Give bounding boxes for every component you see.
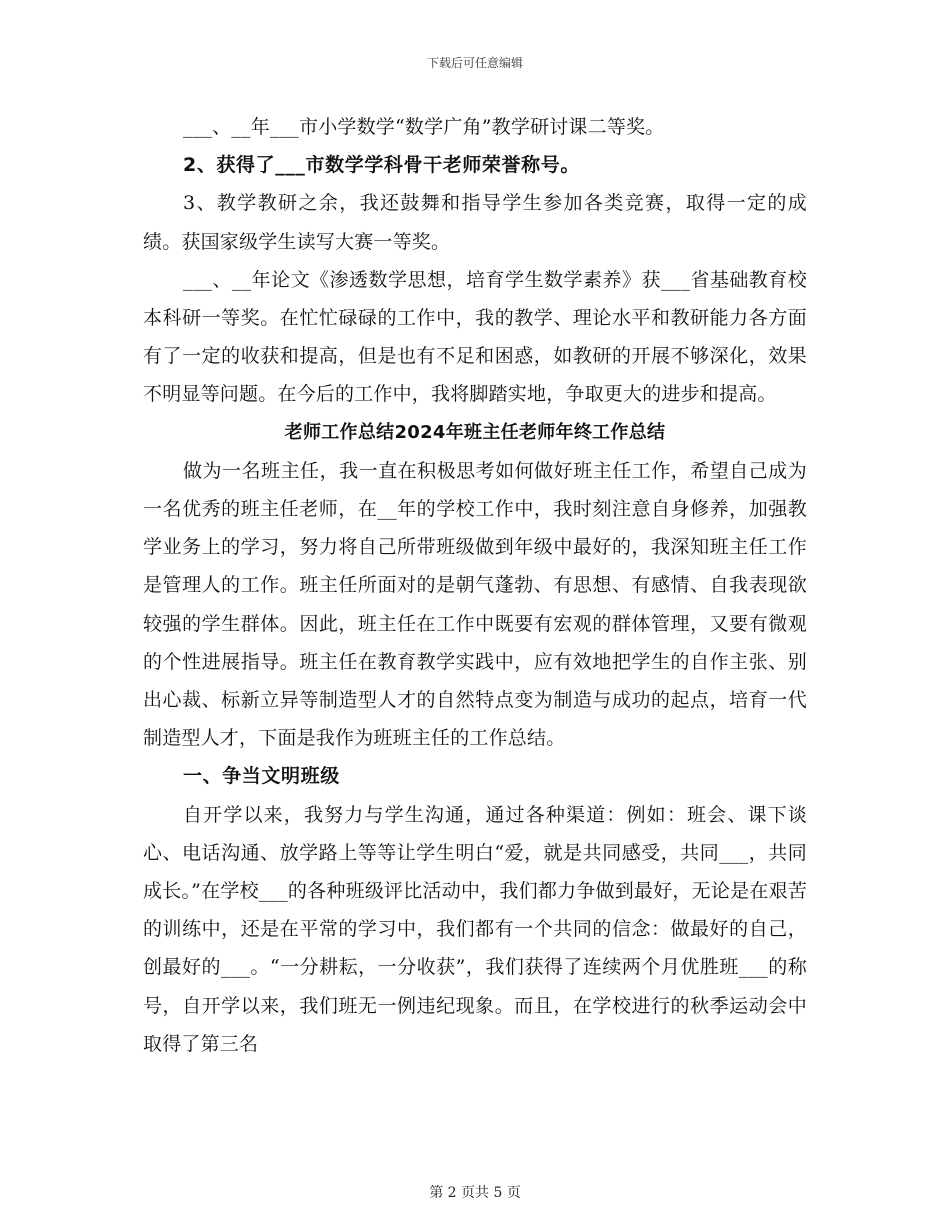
page-header: 下载后可任意编辑 (426, 56, 523, 70)
section-title: 老师工作总结2024年班主任老师年终工作总结 (284, 421, 666, 443)
intro-paragraph: 做为一名班主任，我一直在积极思考如何做好班主任工作，希望自己成为一名优秀的班主任老师，在__年的学校工作中，我时刻注意自身修养，加强教学业务上的学习，努力将自己所带班级做到年级中最好的，我深知班主任工作是管理人的工作。班主任所面对的是朝气蓬勃、有思想、有感情、自我表现欲较强的学生群体。因此，班主任在工作中既要有宏观的群体管理，又要有微观的个性进展指导。班主任在教育教学实践中，应有效地把学生的自作主张、别出心裁、标新立异等制造型人才的自然特点变为制造与成功的起点，培育一代制造型人才，下面是我作为班班主任的工作总结。 (143, 459, 807, 750)
award-paragraph-1: ___、__年___市小学数学“数学广角”教学研讨课二等奖。 (183, 116, 665, 138)
body-paragraph-1: 自开学以来，我努力与学生沟通，通过各种渠道：例如：班会、课下谈心、电话沟通、放学路上等等让学生明白“爱，就是共同感受，共同___，共同成长。”在学校___的各种班级评比活动中，我们都力争做到最好，无论是在艰苦的训练中，还是在平常的学习中，我们都有一个共同的信念：做最好的自己，创最好的___。“一分耕耘，一分收获”，我们获得了连续两个月优胜班___的称号，自开学以来，我们班无一例违纪现象。而且，在学校进行的秋季运动会中取得了第三名 (143, 803, 807, 1055)
section-heading-1: 一、争当文明班级 (183, 765, 340, 788)
document-body (143, 108, 807, 1063)
award-paragraph-2: 2、获得了___市数学学科骨干老师荣誉称号。 (183, 154, 580, 177)
award-paragraph-3: 3、教学教研之余，我还鼓舞和指导学生参加各类竞赛，取得一定的成绩。获国家级学生读写大赛一等奖。 (143, 192, 807, 253)
page-footer: 第 2 页共 5 页 (429, 1185, 521, 1201)
award-paragraph-4: ___、__年论文《渗透数学思想，培育学生数学素养》获___省基础教育校本科研一等奖。在忙忙碌碌的工作中，我的教学、理论水平和教研能力各方面有了一定的收获和提高，但是也有不足和困惑，如教研的开展不够深化，效果不明显等问题。在今后的工作中，我将脚踏实地，争取更大的进步和提高。 (143, 268, 807, 406)
